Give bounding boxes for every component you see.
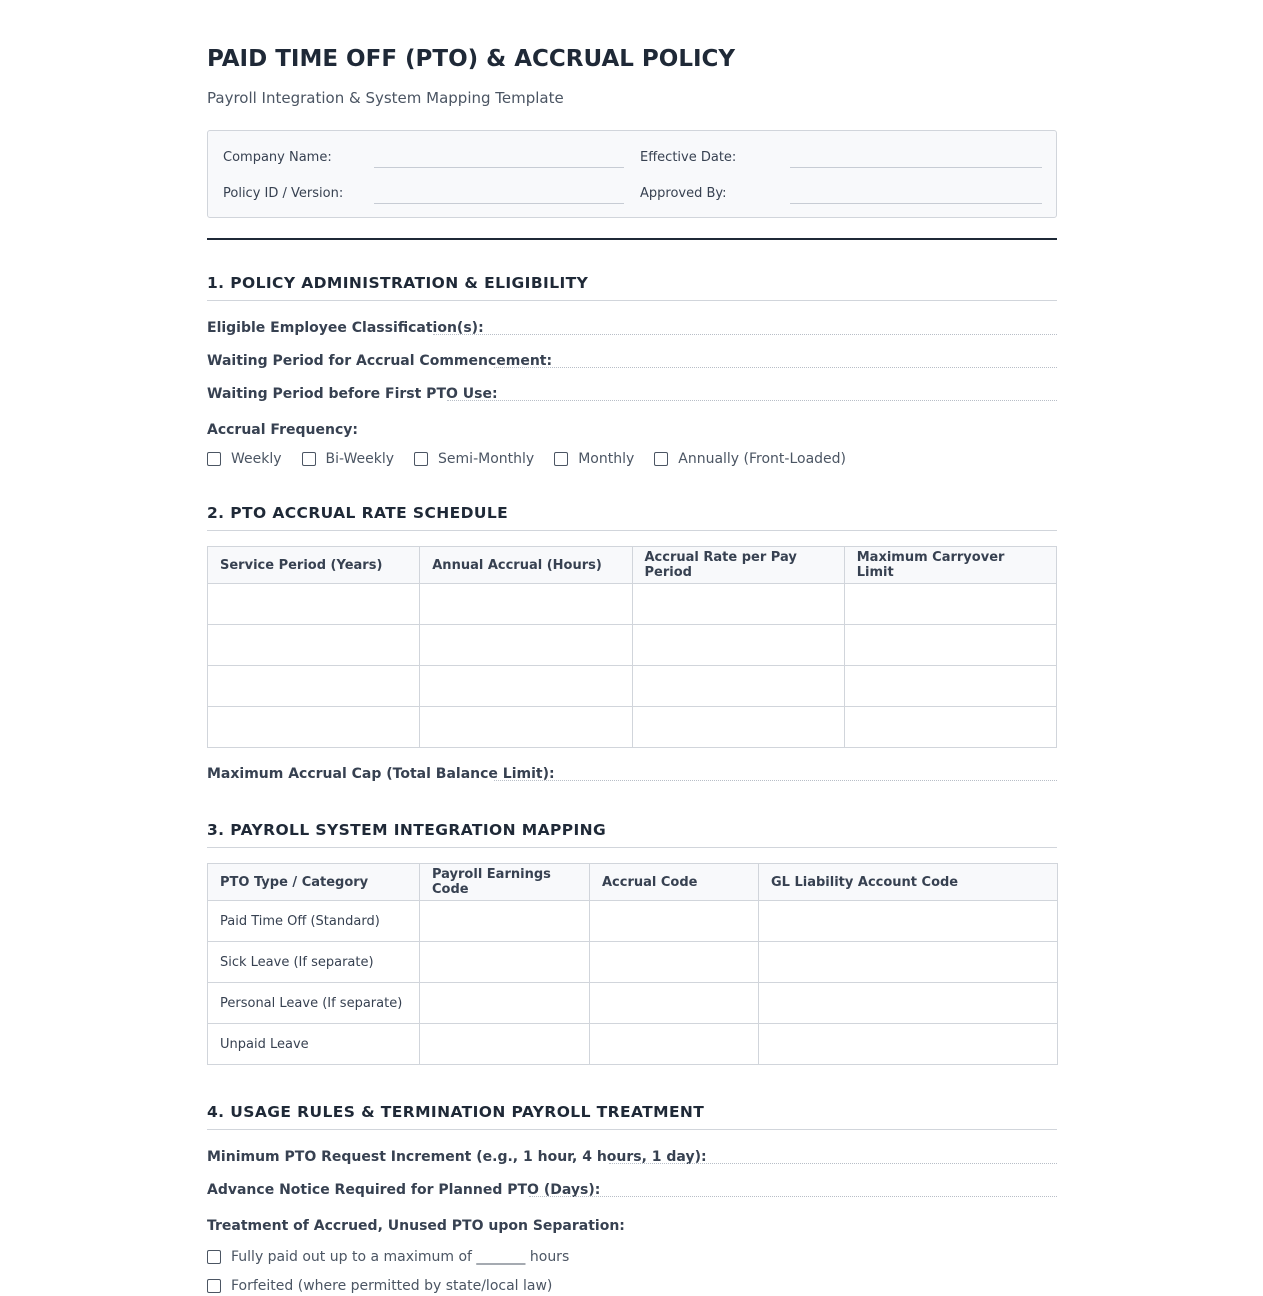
checkbox[interactable] bbox=[414, 452, 428, 466]
integration-mapping-table bbox=[207, 863, 1058, 1065]
table-row bbox=[208, 1024, 1058, 1065]
table-cell[interactable] bbox=[420, 625, 632, 666]
table-cell[interactable] bbox=[632, 666, 844, 707]
fill-line[interactable] bbox=[447, 400, 1057, 401]
table-cell[interactable] bbox=[759, 1024, 1058, 1065]
checkbox[interactable] bbox=[207, 452, 221, 466]
table-row bbox=[208, 584, 1057, 625]
option-label: Forfeited (where permitted by state/local law) bbox=[231, 1278, 553, 1294]
accrual-waiting-period-field[interactable] bbox=[207, 351, 1057, 384]
option-label: Monthly bbox=[578, 451, 635, 467]
max-accrual-cap-field[interactable] bbox=[207, 764, 1057, 797]
column-header: Accrual Rate per Pay Period bbox=[632, 547, 844, 584]
effective-date-field[interactable] bbox=[790, 148, 1042, 168]
table-cell[interactable] bbox=[208, 666, 420, 707]
table-row bbox=[208, 983, 1058, 1024]
checkbox[interactable] bbox=[207, 1250, 221, 1264]
pto-type-cell: Unpaid Leave bbox=[208, 1024, 420, 1065]
separation-option-forfeited[interactable] bbox=[207, 1276, 1057, 1296]
column-header: PTO Type / Category bbox=[208, 864, 420, 901]
table-cell[interactable] bbox=[208, 625, 420, 666]
policy-id-label: Policy ID / Version: bbox=[223, 186, 344, 201]
pto-type-cell: Personal Leave (If separate) bbox=[208, 983, 420, 1024]
column-header: Service Period (Years) bbox=[208, 547, 420, 584]
table-row bbox=[208, 942, 1058, 983]
separation-option-payout[interactable] bbox=[207, 1247, 1057, 1267]
table-cell[interactable] bbox=[632, 707, 844, 748]
approved-by-label: Approved By: bbox=[640, 186, 727, 201]
option-label: Weekly bbox=[231, 451, 282, 467]
table-cell[interactable] bbox=[590, 983, 759, 1024]
frequency-option-bi-weekly[interactable] bbox=[302, 451, 395, 467]
document-title: PAID TIME OFF (PTO) & ACCRUAL POLICY bbox=[207, 46, 736, 72]
eligible-classification-field[interactable] bbox=[207, 318, 1057, 351]
table-cell[interactable] bbox=[844, 707, 1056, 748]
field-label: Waiting Period for Accrual Commencement: bbox=[207, 353, 553, 369]
advance-notice-field[interactable] bbox=[207, 1180, 1057, 1213]
pto-type-cell: Paid Time Off (Standard) bbox=[208, 901, 420, 942]
table-cell[interactable] bbox=[208, 707, 420, 748]
table-cell[interactable] bbox=[632, 625, 844, 666]
checkbox[interactable] bbox=[302, 452, 316, 466]
table-cell[interactable] bbox=[844, 625, 1056, 666]
table-cell[interactable] bbox=[590, 942, 759, 983]
table-cell[interactable] bbox=[208, 584, 420, 625]
table-cell[interactable] bbox=[844, 666, 1056, 707]
meta-row bbox=[223, 148, 1041, 168]
policy-id-field[interactable] bbox=[374, 184, 624, 204]
field-label: Advance Notice Required for Planned PTO (Days): bbox=[207, 1182, 601, 1198]
table-row bbox=[208, 625, 1057, 666]
fill-line[interactable] bbox=[529, 1196, 1057, 1197]
frequency-option-weekly[interactable] bbox=[207, 451, 282, 467]
table-cell[interactable] bbox=[420, 666, 632, 707]
pto-type-cell: Sick Leave (If separate) bbox=[208, 942, 420, 983]
separation-treatment-label: Treatment of Accrued, Unused PTO upon Separation: bbox=[207, 1218, 625, 1234]
table-row bbox=[208, 666, 1057, 707]
field-label: Waiting Period before First PTO Use: bbox=[207, 386, 498, 402]
effective-date-label: Effective Date: bbox=[640, 150, 737, 165]
table-row bbox=[208, 901, 1058, 942]
table-cell[interactable] bbox=[759, 901, 1058, 942]
column-header: Payroll Earnings Code bbox=[420, 864, 590, 901]
checkbox[interactable] bbox=[654, 452, 668, 466]
document-subtitle: Payroll Integration & System Mapping Template bbox=[207, 89, 564, 107]
first-use-waiting-period-field[interactable] bbox=[207, 384, 1057, 417]
field-label: Maximum Accrual Cap (Total Balance Limit): bbox=[207, 766, 555, 782]
option-label: Bi-Weekly bbox=[325, 451, 395, 467]
table-cell[interactable] bbox=[759, 983, 1058, 1024]
table-cell[interactable] bbox=[420, 584, 632, 625]
document-meta-box bbox=[207, 130, 1057, 218]
table-cell[interactable] bbox=[420, 901, 590, 942]
checkbox[interactable] bbox=[207, 1279, 221, 1293]
table-row bbox=[208, 707, 1057, 748]
company-name-label: Company Name: bbox=[223, 150, 332, 165]
approved-by-field[interactable] bbox=[790, 184, 1042, 204]
section-1-title: 1. POLICY ADMINISTRATION & ELIGIBILITY bbox=[207, 273, 1057, 301]
column-header: Annual Accrual (Hours) bbox=[420, 547, 632, 584]
table-cell[interactable] bbox=[420, 1024, 590, 1065]
table-header-row bbox=[208, 547, 1057, 584]
checkbox[interactable] bbox=[554, 452, 568, 466]
header-divider bbox=[207, 238, 1057, 240]
min-request-increment-field[interactable] bbox=[207, 1147, 1057, 1180]
frequency-option-annually[interactable] bbox=[654, 451, 846, 467]
table-header-row bbox=[208, 864, 1058, 901]
option-label: Annually (Front-Loaded) bbox=[678, 451, 847, 467]
field-label: Eligible Employee Classification(s): bbox=[207, 320, 484, 336]
fill-line[interactable] bbox=[494, 780, 1057, 781]
frequency-option-semi-monthly[interactable] bbox=[414, 451, 534, 467]
table-cell[interactable] bbox=[590, 901, 759, 942]
accrual-frequency-options bbox=[207, 451, 1057, 467]
table-cell[interactable] bbox=[420, 942, 590, 983]
column-header: GL Liability Account Code bbox=[759, 864, 1058, 901]
table-cell[interactable] bbox=[759, 942, 1058, 983]
table-cell[interactable] bbox=[420, 983, 590, 1024]
column-header: Accrual Code bbox=[590, 864, 759, 901]
table-cell[interactable] bbox=[632, 584, 844, 625]
company-name-field[interactable] bbox=[374, 148, 624, 168]
column-header: Maximum Carryover Limit bbox=[844, 547, 1056, 584]
fill-line[interactable] bbox=[494, 367, 1057, 368]
table-cell[interactable] bbox=[844, 584, 1056, 625]
section-3-title: 3. PAYROLL SYSTEM INTEGRATION MAPPING bbox=[207, 820, 1057, 848]
meta-row bbox=[223, 184, 1041, 204]
fill-line[interactable] bbox=[609, 1163, 1057, 1164]
frequency-option-monthly[interactable] bbox=[554, 451, 634, 467]
table-cell[interactable] bbox=[420, 707, 632, 748]
policy-document bbox=[207, 0, 1057, 1296]
option-label: Fully paid out up to a maximum of _______ hours bbox=[231, 1249, 570, 1265]
section-4-title: 4. USAGE RULES & TERMINATION PAYROLL TREATMENT bbox=[207, 1102, 1057, 1130]
accrual-frequency-label: Accrual Frequency: bbox=[207, 422, 358, 438]
accrual-rate-table bbox=[207, 546, 1057, 748]
option-label: Semi-Monthly bbox=[438, 451, 535, 467]
field-label: Minimum PTO Request Increment (e.g., 1 hour, 4 hours, 1 day): bbox=[207, 1149, 707, 1165]
fill-line[interactable] bbox=[433, 334, 1057, 335]
section-2-title: 2. PTO ACCRUAL RATE SCHEDULE bbox=[207, 503, 1057, 531]
table-cell[interactable] bbox=[590, 1024, 759, 1065]
